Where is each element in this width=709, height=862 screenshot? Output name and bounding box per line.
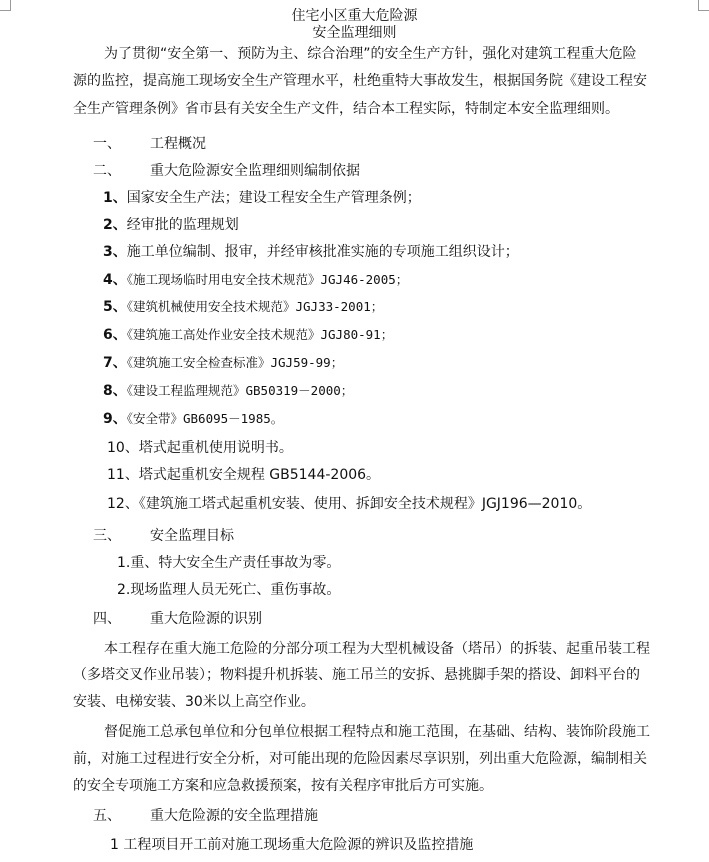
list-item-number: 4、	[103, 272, 127, 288]
paragraph-line: 的安全专项施工方案和应急救援预案，按有关程序审批后方可实施。	[73, 778, 493, 794]
section-number: 一、	[93, 136, 121, 152]
list-item	[103, 216, 239, 234]
paragraph-line: （多塔交叉作业吊装）；物料提升机拆装、施工吊兰的安拆、悬挑脚手架的搭设、卸料平台的	[73, 667, 640, 683]
list-item-text: 塔式起重机使用说明书。	[138, 440, 293, 456]
list-item-text: 《建筑施工安全检查标准》JGJ59-99；	[126, 355, 344, 370]
list-item-text: 《安全带》GB6095－1985。	[126, 411, 284, 426]
list-item-text: 《建设工程监理规范》GB50319－2000；	[126, 383, 354, 398]
list-item-number: 5、	[103, 299, 127, 315]
section-title: 重大危险源的安全监理措施	[150, 808, 318, 824]
list-item-number: 2、	[103, 217, 127, 233]
paragraph-line: 前，对施工过程进行安全分析，对可能出现的危险因素尽享识别，列出重大危险源，编制相关	[73, 751, 647, 767]
intro-line: 源的监控，提高施工现场安全生产管理水平，杜绝重特大事故发生，根据国务院《建设工程安	[73, 73, 647, 89]
list-item	[107, 466, 380, 484]
list-item	[103, 354, 343, 372]
section-number: 五、	[93, 808, 121, 824]
list-item-number: 9、	[103, 411, 127, 427]
list-item	[103, 243, 519, 261]
paragraph-line: 本工程存在重大施工危险的分部分项工程为大型机械设备（塔吊）的拆装、起重吊装工程	[104, 641, 650, 657]
doc-subtitle: 安全监理细则	[312, 25, 397, 41]
list-item-number: 7、	[103, 355, 127, 371]
list-item-text: 施工单位编制、报审，并经审核批准实施的专项施工组织设计；	[126, 244, 519, 260]
doc-title: 住宅小区重大危险源	[291, 8, 418, 24]
list-item	[103, 271, 408, 289]
list-item	[103, 326, 393, 344]
list-item-text: 《施工现场临时用电安全技术规范》JGJ46-2005；	[126, 272, 409, 287]
list-item-text: 《建筑施工塔式起重机安装、使用、拆卸安全技术规程》JGJ196—2010。	[138, 496, 592, 512]
subsection-title: 1 工程项目开工前对施工现场重大危险源的辨识及监控措施	[110, 837, 474, 853]
goal-item: 2.现场监理人员无死亡、重伤事故。	[117, 582, 341, 598]
list-item	[107, 495, 591, 513]
intro-line: 为了贯彻“安全第一、预防为主、综合治理”的安全生产方针，强化对建筑工程重大危险	[104, 46, 637, 62]
list-item-number: 3、	[103, 244, 127, 260]
list-item-number: 1、	[103, 190, 127, 206]
list-item-text: 《建筑机械使用安全技术规范》JGJ33-2001；	[126, 299, 384, 314]
section-title: 安全监理目标	[150, 528, 234, 544]
goal-item: 1.重、特大安全生产责任事故为零。	[117, 555, 341, 571]
list-item-number: 11、	[107, 467, 139, 483]
paragraph-line: 安装、电梯安装、30米以上高空作业。	[73, 694, 315, 710]
section-title: 重大危险源安全监理细则编制依据	[150, 163, 360, 179]
list-item-number: 6、	[103, 327, 127, 343]
list-item	[103, 410, 283, 428]
section-title: 工程概况	[150, 136, 206, 152]
paragraph-line: 督促施工总承包单位和分包单位根据工程特点和施工范围，在基础、结构、装饰阶段施工	[104, 724, 650, 740]
list-item-text: 国家安全生产法；建设工程安全生产管理条例；	[126, 190, 421, 206]
list-item	[103, 189, 421, 207]
section-number: 二、	[93, 163, 121, 179]
list-item-text: 塔式起重机安全规程 GB5144-2006。	[138, 467, 381, 483]
list-item	[103, 298, 383, 316]
list-item	[107, 439, 293, 457]
section-number: 四、	[93, 611, 121, 627]
intro-line: 全生产管理条例》省市县有关安全生产文件，结合本工程实际，特制定本安全监理细则。	[73, 101, 619, 117]
list-item-number: 12、	[107, 496, 139, 512]
section-title: 重大危险源的识别	[150, 611, 262, 627]
section-number: 三、	[93, 528, 121, 544]
list-item	[103, 382, 353, 400]
list-item-number: 8、	[103, 383, 127, 399]
list-item-number: 10、	[107, 440, 139, 456]
list-item-text: 《建筑施工高处作业安全技术规范》JGJ80-91；	[126, 327, 394, 342]
list-item-text: 经审批的监理规划	[126, 217, 239, 233]
